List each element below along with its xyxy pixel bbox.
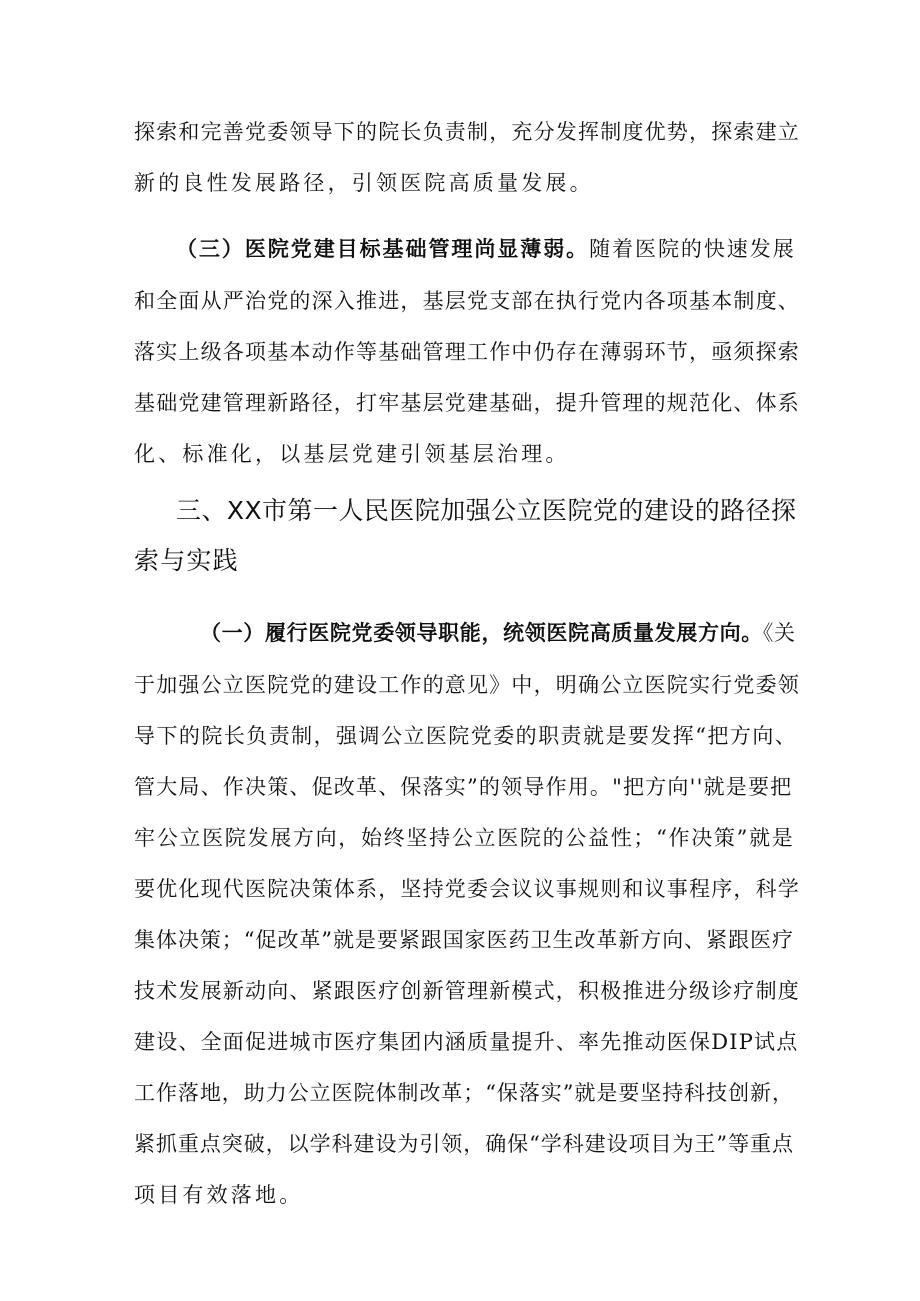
paragraph-one-bold-lead: （一）履行医院党委领导职能，统领医院高质量发展方向。 xyxy=(200,620,763,645)
text-line: 工作落地，助力公立医院体制改革；“保落实”就是要坚持科技创新， xyxy=(134,1081,794,1105)
text-line: 化、标准化，以基层党建引领基层治理。 xyxy=(134,442,570,466)
section-heading-line-2: 索与实践 xyxy=(134,546,239,575)
text-line: 技术发展新动向、紧跟医疗创新管理新模式，积极推进分级诊疗制度 xyxy=(134,979,800,1003)
section-heading-line-1: 三、XX市第一人民医院加强公立医院党的建设的路径探 xyxy=(176,496,797,525)
text-line: 新的良性发展路径，引领医院高质量发展。 xyxy=(134,171,594,195)
text-line: 紧抓重点突破，以学科建设为引领，确保“学科建设项目为王”等重点 xyxy=(134,1132,794,1156)
paragraph-three-rest: 随着医院的快速发展 xyxy=(589,237,796,261)
text-line: 基础党建管理新路径，打牢基层党建基础，提升管理的规范化、体系 xyxy=(134,391,800,415)
text-line: 建设、全面促进城市医疗集团内涵质量提升、率先推动医保DIP试点 xyxy=(134,1030,799,1054)
paragraph-three-bold-lead: （三）医院党建目标基础管理尚显薄弱。 xyxy=(176,236,590,261)
paragraph-one-rest: 《关 xyxy=(762,621,796,645)
text-line: 和全面从严治党的深入推进，基层党支部在执行党内各项基本制度、 xyxy=(134,289,800,313)
text-line: 要优化现代医院决策体系，坚持党委会议议事规则和议事程序，科学 xyxy=(134,877,800,901)
text-line: 项目有效落地。 xyxy=(134,1183,304,1207)
text-line: 集体决策；“促改革”就是要紧跟国家医药卫生改革新方向、紧跟医疗 xyxy=(134,928,794,952)
text-line: 管大局、作决策、促改革、保落实”的领导作用。"把方向''就是要把 xyxy=(134,775,793,799)
paragraph-one-first-line xyxy=(200,619,796,647)
text-line: 落实上级各项基本动作等基础管理工作中仍存在薄弱环节，亟须探索 xyxy=(134,340,800,364)
paragraph-three-first-line xyxy=(176,235,796,263)
text-line: 导下的院长负责制，强调公立医院党委的职责就是要发挥“把方向、 xyxy=(134,724,798,748)
text-line: 探索和完善党委领导下的院长负责制，充分发挥制度优势，探索建立 xyxy=(134,120,800,144)
text-line: 于加强公立医院党的建设工作的意见》中，明确公立医院实行党委领 xyxy=(134,673,800,697)
text-line: 牢公立医院发展方向，始终坚持公立医院的公益性；“作决策”就是 xyxy=(134,826,795,850)
